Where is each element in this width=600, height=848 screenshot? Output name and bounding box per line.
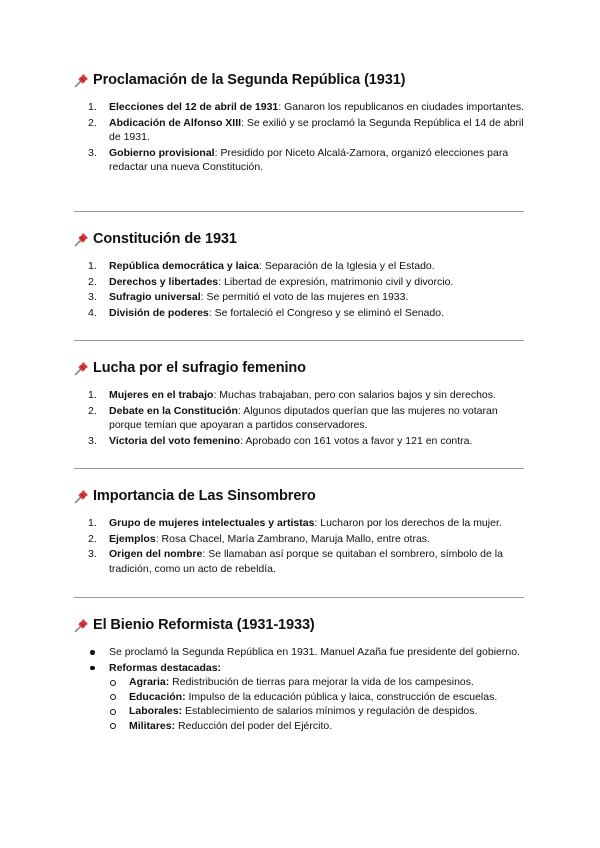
list-item: 4. División de poderes: Se fortaleció el Congreso y se eliminó el Senado. [88, 306, 444, 319]
section-heading: Proclamación de la Segunda República (1931) [74, 70, 526, 90]
divider [74, 468, 524, 469]
pushpin-icon [74, 72, 90, 88]
section-heading: El Bienio Reformista (1931-1933) [74, 615, 526, 635]
list-item: Se proclamó la Segunda República en 1931. Manuel Azaña fue presidente del gobierno. [74, 645, 526, 660]
list-item: 1. Elecciones del 12 de abril de 1931: Ganaron los republicanos en ciudades importantes. [88, 101, 524, 113]
pushpin-icon [74, 488, 90, 504]
sub-bullet-list [74, 675, 526, 733]
list-item: 3. Sufragio universal: Se permitió el voto de las mujeres en 1933. [88, 291, 409, 304]
bullet-list [74, 645, 526, 734]
list-item: Laborales: Establecimiento de salarios mínimos y regulación de despidos. [74, 704, 526, 719]
list-item: Reformas destacadas: Agraria: Redistribución de tierras para mejorar la vida de los campesinos. Educación: Impulso de la educación pública y laica, construcción de escuelas. Laborales: Establecimiento de salarios mínimos y regulación de despidos. Militares: Reducción del poder del Ejército. [74, 661, 526, 734]
numbered-list [74, 100, 526, 175]
numbered-list [74, 516, 526, 576]
divider [74, 597, 524, 598]
section-constitucion [74, 229, 526, 321]
list-item: 3. Gobierno provisional: Presidido por Niceto Alcalá-Zamora, organizó elecciones para redactar una nueva Constitución. [88, 146, 509, 174]
pushpin-icon [74, 231, 90, 247]
section-sufragio [74, 358, 526, 449]
list-item: Educación: Impulso de la educación pública y laica, construcción de escuelas. [74, 690, 526, 705]
divider [74, 340, 524, 341]
section-heading: Importancia de Las Sinsombrero [74, 486, 526, 506]
numbered-list [74, 259, 526, 320]
section-sinsombrero [74, 486, 526, 577]
list-item: 1. Mujeres en el trabajo: Muchas trabajaban, pero con salarios bajos y sin derechos. [88, 389, 496, 401]
section-heading: Constitución de 1931 [74, 229, 526, 249]
list-item: 1. Grupo de mujeres intelectuales y artistas: Lucharon por los derechos de la mujer. [88, 517, 502, 529]
list-item: 2. Debate en la Constitución: Algunos diputados querían que las mujeres no votaran porque temían que apoyaran a partidos conservadores. [88, 404, 498, 432]
list-item: 2. Abdicación de Alfonso XIII: Se exilió y se proclamó la Segunda República el 14 de abril de 1931. [88, 116, 524, 144]
pushpin-icon [74, 617, 90, 633]
section-heading: Lucha por el sufragio femenino [74, 358, 526, 378]
pushpin-icon [74, 360, 90, 376]
section-bienio-reformista [74, 615, 526, 735]
list-item: 2. Derechos y libertades: Libertad de expresión, matrimonio civil y divorcio. [88, 275, 454, 288]
list-item: 1. República democrática y laica: Separación de la Iglesia y el Estado. [88, 260, 435, 272]
divider [74, 211, 524, 212]
list-item: 2. Ejemplos: Rosa Chacel, María Zambrano, Maruja Mallo, entre otras. [88, 532, 430, 545]
list-item: 3. Origen del nombre: Se llamaban así porque se quitaban el sombrero, símbolo de la tradición, como un acto de rebeldía. [88, 548, 503, 575]
list-item: Militares: Reducción del poder del Ejército. [74, 719, 526, 734]
list-item: 3. Victoria del voto femenino: Aprobado con 161 votos a favor y 121 en contra. [88, 434, 473, 447]
section-proclamacion [74, 70, 526, 176]
numbered-list [74, 388, 526, 448]
list-item: Agraria: Redistribución de tierras para mejorar la vida de los campesinos. [74, 675, 526, 690]
